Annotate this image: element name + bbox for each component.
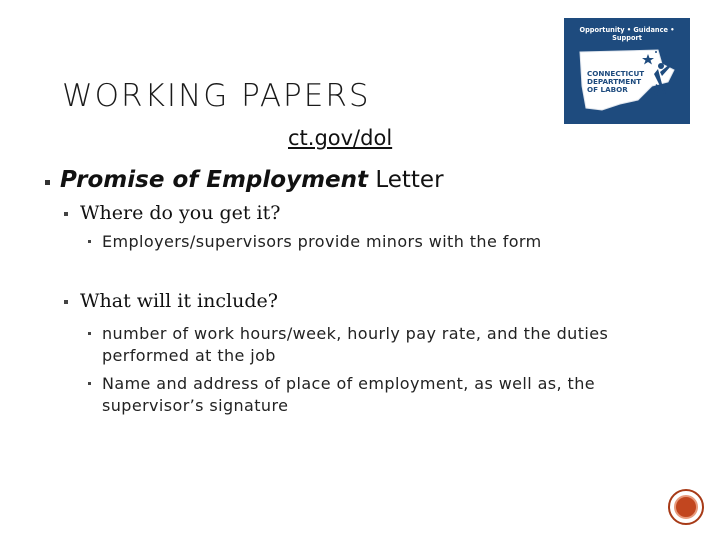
bullet-marker xyxy=(45,180,50,185)
bullet-marker xyxy=(88,240,91,243)
dol-link[interactable]: ct.gov/dol xyxy=(288,126,393,150)
bullet-marker xyxy=(88,332,91,335)
bullet-main-rest: Letter xyxy=(375,167,444,193)
circle-nav-icon xyxy=(674,495,698,519)
bullet-main xyxy=(60,167,444,193)
bullet-answer-1: Employers/supervisors provide minors with the form xyxy=(102,232,542,251)
bullet-marker xyxy=(88,382,91,385)
bullet-answer-3-line1: Name and address of place of employment, as well as, the xyxy=(102,374,595,393)
logo-text-line2: DEPARTMENT xyxy=(587,77,642,86)
bullet-answer-2-line1: number of work hours/week, hourly pay rate, and the duties xyxy=(102,324,609,343)
bullet-main-emphasis: Promise of Employment xyxy=(60,167,369,193)
bullet-marker xyxy=(64,212,68,216)
logo-tagline: Opportunity • Guidance • Support xyxy=(579,26,675,42)
logo-text-line1: CONNECTICUT xyxy=(587,69,645,78)
bullet-answer-2 xyxy=(102,323,608,367)
bullet-question-2: What will it include? xyxy=(80,290,278,312)
ct-dol-logo xyxy=(564,18,690,124)
bullet-answer-3 xyxy=(102,373,595,417)
slide-title: WORKING PAPERS xyxy=(62,78,371,114)
slide-nav-button[interactable] xyxy=(668,489,704,525)
bullet-answer-3-line2: supervisor’s signature xyxy=(102,396,289,415)
bullet-marker xyxy=(64,300,68,304)
bullet-question-1: Where do you get it? xyxy=(80,202,281,224)
logo-text-line3: OF LABOR xyxy=(587,85,628,94)
bullet-answer-2-line2: performed at the job xyxy=(102,346,276,365)
